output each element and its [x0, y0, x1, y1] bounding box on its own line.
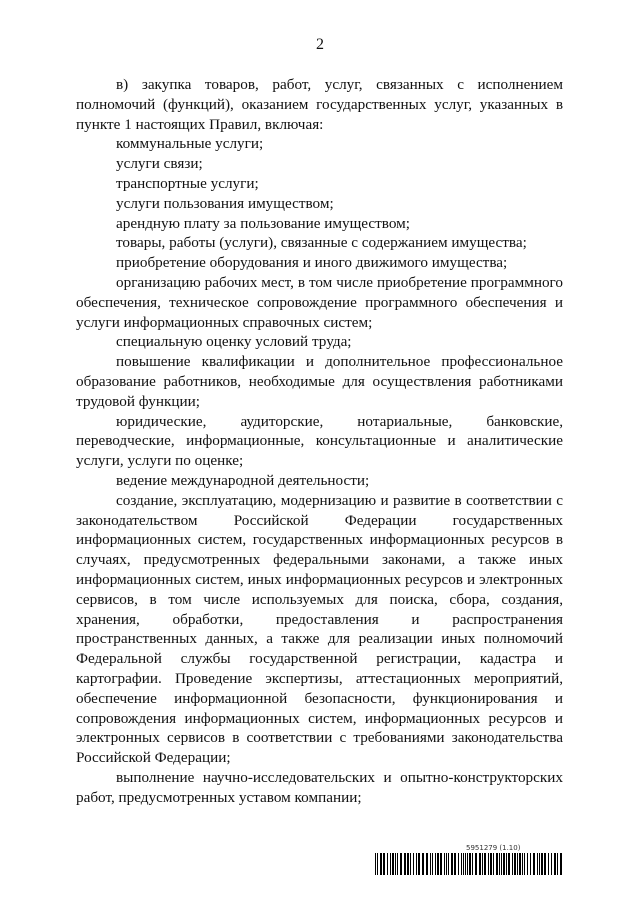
document-body	[76, 75, 563, 807]
list-item: услуги пользования имуществом;	[116, 194, 334, 212]
list-item: юридические, аудиторские, нотариальные, банковские, переводческие, информационные, консультационные и аналитические услуги, услуги по оценке;	[76, 412, 563, 470]
list-item: транспортные услуги;	[116, 174, 259, 192]
page-number: 2	[316, 36, 324, 53]
paragraph-item-v: в) закупка товаров, работ, услуг, связанных с исполнением полномочий (функций), оказанием государственных услуг, указанных в пункте 1 настоящих Правил, включая:	[76, 76, 563, 133]
list-item: специальную оценку условий труда;	[116, 333, 352, 351]
list-item: создание, эксплуатацию, модернизацию и развитие в соответствии с законодательством Российской Федерации государственных информационных систем, государственных информационных ресурсов в случаях, предусмотренных федеральными законами, а также иных информационных систем, иных информационных ресурсов и электронных сервисов, в том числе используемых для поиска, сбора, создания, хранения, обработки, предоставления и распространения пространственных данных, а также для реализации иных полномочий Федеральной службы государственной регистрации, кадастра и картографии. Проведение экспертизы, аттестационных мероприятий, обеспечение информационной безопасности, функционирования и сопровождения информационных систем, информационных ресурсов и электронных сервисов в соответствии с требованиями законодательства Российской Федерации;	[76, 491, 563, 767]
list-item: услуги связи;	[116, 155, 203, 173]
list-item: организацию рабочих мест, в том числе приобретение программного обеспечения, техническое сопровождение программного обеспечения и услуги информационных справочных систем;	[76, 273, 563, 331]
list-item: приобретение оборудования и иного движимого имущества;	[116, 254, 508, 272]
list-item: повышение квалификации и дополнительное профессиональное образование работников, необходимые для осуществления работниками трудовой функции;	[76, 353, 563, 410]
list-item: выполнение научно-исследовательских и опытно-конструкторских работ, предусмотренных уставом компании;	[76, 768, 563, 806]
list-item: товары, работы (услуги), связанные с содержанием имущества;	[116, 234, 527, 252]
list-item: арендную плату за пользование имуществом;	[116, 214, 410, 232]
list-item: коммунальные услуги;	[116, 135, 264, 153]
barcode-number: 5951279 (1.10)	[466, 844, 521, 852]
list-item: ведение международной деятельности;	[116, 471, 370, 489]
barcode-icon	[375, 853, 563, 875]
